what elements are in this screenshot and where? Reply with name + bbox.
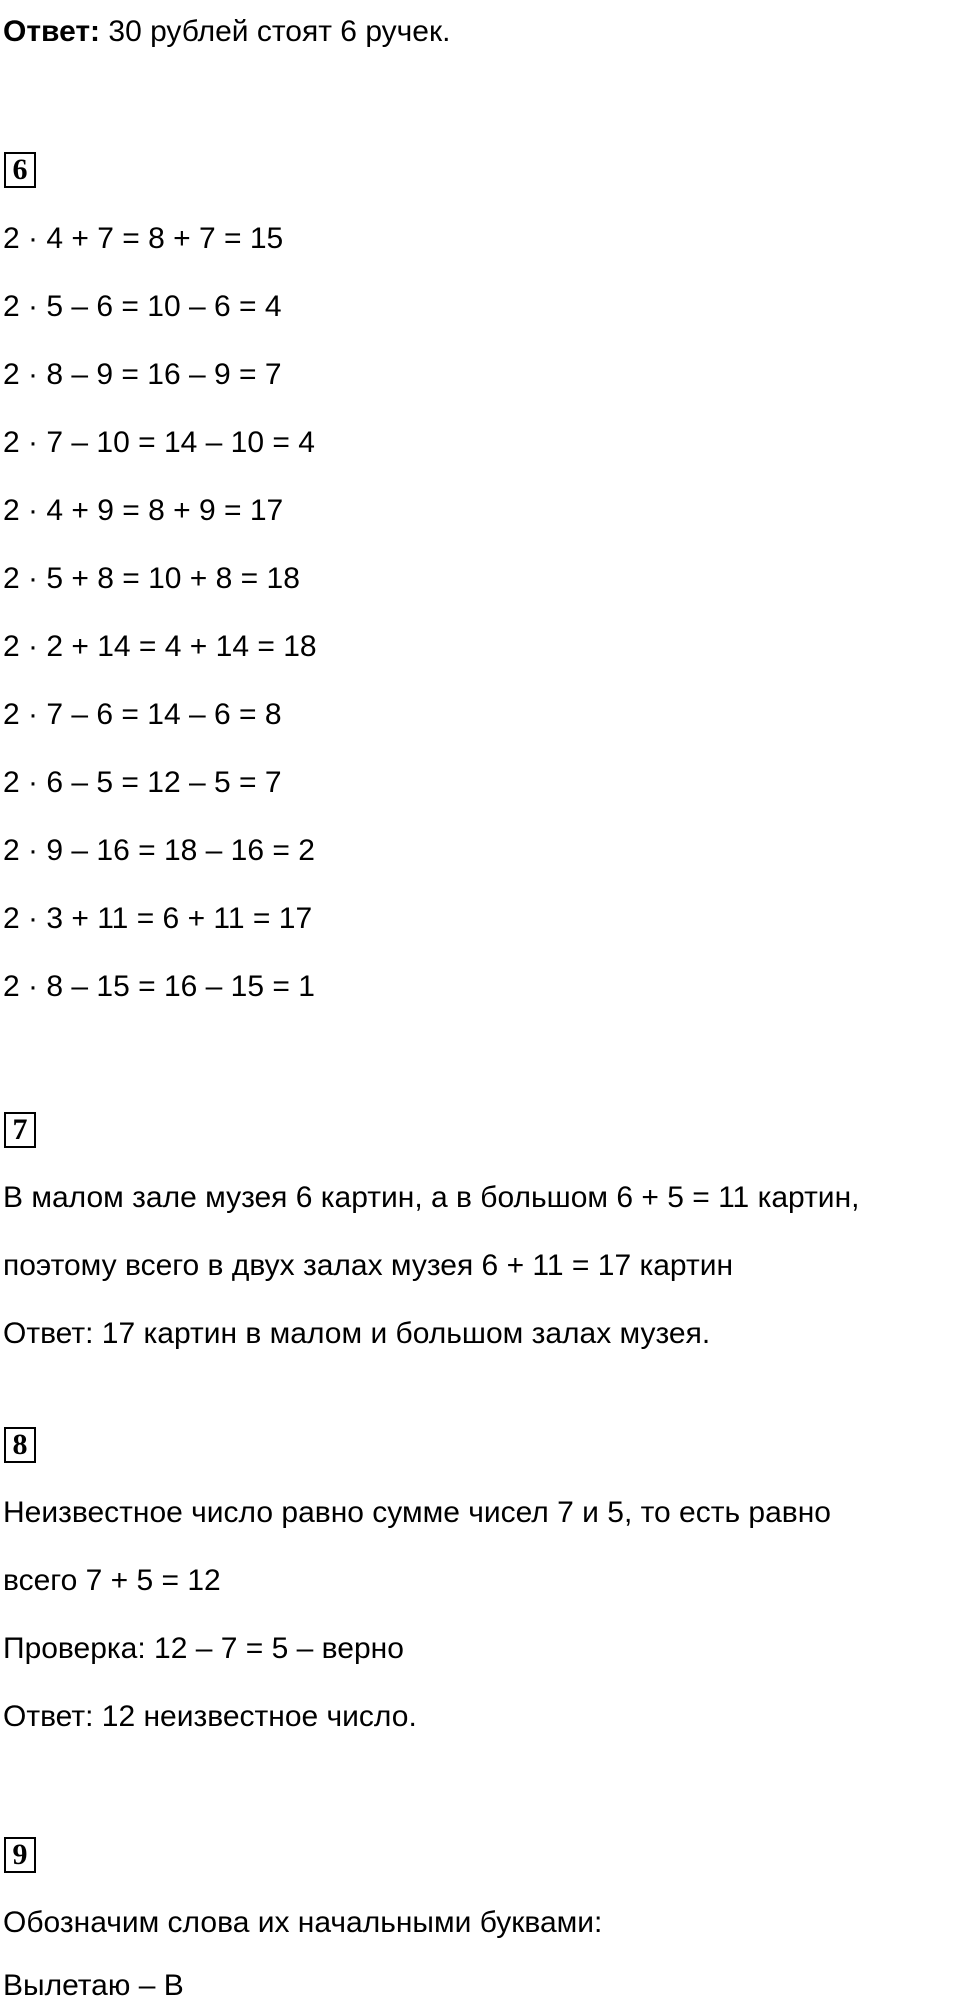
task8-line-3: Проверка: 12 – 7 = 5 – верно bbox=[3, 1632, 404, 1665]
task8-line-4: Ответ: 12 неизвестное число. bbox=[3, 1700, 417, 1733]
task6-line-10: 2 · 9 – 16 = 18 – 16 = 2 bbox=[3, 834, 315, 867]
task6-line-8: 2 · 7 – 6 = 14 – 6 = 8 bbox=[3, 698, 282, 731]
task-number-8: 8 bbox=[4, 1427, 36, 1463]
task8-line-1: Неизвестное число равно сумме чисел 7 и 5, то есть равно bbox=[3, 1496, 831, 1529]
task6-line-2: 2 · 5 – 6 = 10 – 6 = 4 bbox=[3, 290, 282, 323]
task6-line-12: 2 · 8 – 15 = 16 – 15 = 1 bbox=[3, 970, 315, 1003]
task9-line-1: Обозначим слова их начальными буквами: bbox=[3, 1906, 603, 1939]
task6-line-9: 2 · 6 – 5 = 12 – 5 = 7 bbox=[3, 766, 282, 799]
answer-text: 30 рублей стоят 6 ручек. bbox=[100, 15, 451, 48]
task8-line-2: всего 7 + 5 = 12 bbox=[3, 1564, 221, 1597]
task6-line-4: 2 · 7 – 10 = 14 – 10 = 4 bbox=[3, 426, 315, 459]
task7-line-3: Ответ: 17 картин в малом и большом залах музея. bbox=[3, 1317, 711, 1350]
task6-line-7: 2 · 2 + 14 = 4 + 14 = 18 bbox=[3, 630, 317, 663]
task-number-9: 9 bbox=[4, 1837, 36, 1873]
task6-line-5: 2 · 4 + 9 = 8 + 9 = 17 bbox=[3, 494, 284, 527]
answer-line bbox=[3, 14, 450, 50]
task-number-7: 7 bbox=[4, 1112, 36, 1148]
task-number-6: 6 bbox=[4, 152, 36, 188]
task6-line-3: 2 · 8 – 9 = 16 – 9 = 7 bbox=[3, 358, 282, 391]
task7-line-1: В малом зале музея 6 картин, а в большом 6 + 5 = 11 картин, bbox=[3, 1181, 860, 1214]
answer-label: Ответ: bbox=[3, 15, 101, 48]
task6-line-11: 2 · 3 + 11 = 6 + 11 = 17 bbox=[3, 902, 313, 935]
task6-line-1: 2 · 4 + 7 = 8 + 7 = 15 bbox=[3, 222, 284, 255]
task7-line-2: поэтому всего в двух залах музея 6 + 11 = 17 картин bbox=[3, 1249, 734, 1282]
task9-line-2: Вылетаю – В bbox=[3, 1969, 184, 2002]
task6-line-6: 2 · 5 + 8 = 10 + 8 = 18 bbox=[3, 562, 300, 595]
